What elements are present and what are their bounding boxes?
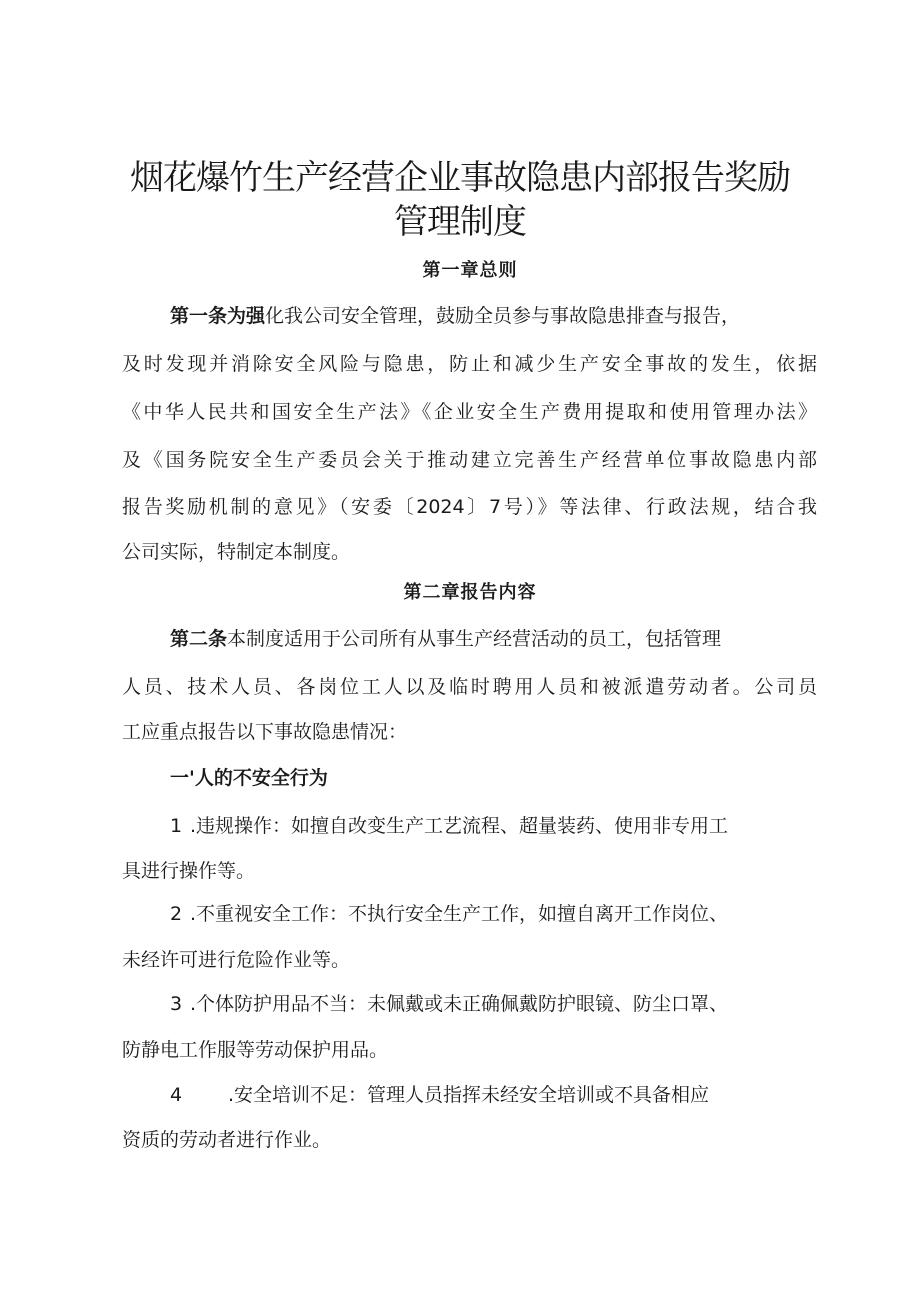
list-item-1 xyxy=(170,812,815,840)
chapter-2-heading: 第二章报告内容 xyxy=(403,582,537,603)
item-number: 1 xyxy=(170,815,183,837)
article-2-first-line xyxy=(170,625,721,653)
section-heading: 一'人的不安全行为 xyxy=(170,767,328,789)
list-item-continuation: 防静电工作服等劳动保护用品。 xyxy=(122,1039,389,1061)
list-item-continuation: 资质的劳动者进行作业。 xyxy=(122,1129,332,1151)
document-title-line-1: 烟花爆竹生产经营企业事故隐患内部报告奖励 xyxy=(130,158,790,198)
article-1-line: 及《国务院安全生产委员会关于推动建立完善生产经营单位事故隐患内部 xyxy=(122,449,817,471)
article-2-line: 工应重点报告以下事故隐患情况： xyxy=(122,721,408,743)
list-item-continuation: 未经许可进行危险作业等。 xyxy=(122,949,351,971)
list-item-4 xyxy=(170,1081,815,1109)
list-item-3 xyxy=(170,990,815,1018)
article-2-line: 人员、技术人员、各岗位工人以及临时聘用人员和被派遣劳动者。公司员 xyxy=(122,676,817,698)
list-item-continuation: 具进行操作等。 xyxy=(122,860,256,882)
article-1-first-line xyxy=(170,302,740,330)
chapter-1-heading: 第一章总则 xyxy=(422,260,518,281)
item-number: 2 xyxy=(170,903,183,925)
article-1-line: 及时发现并消除安全风险与隐患，防止和减少生产安全事故的发生，依据 xyxy=(122,353,817,375)
item-number: 3 xyxy=(170,993,183,1015)
article-2-line: 本制度适用于公司所有从事生产经营活动的员工，包括管理 xyxy=(227,628,722,650)
article-1-line: 报告奖励机制的意见》（安委〔2024〕7号）》等法律、行政法规，结合我 xyxy=(122,496,817,518)
item-text: .安全培训不足：管理人员指挥未经安全培训或不具备相应 xyxy=(228,1084,710,1106)
item-text: .个体防护用品不当：未佩戴或未正确佩戴防护眼镜、防尘口罩、 xyxy=(190,993,729,1015)
item-text: .违规操作：如擅自改变生产工艺流程、超量装药、使用非专用工 xyxy=(190,815,729,837)
article-1-line: 化我公司安全管理，鼓励全员参与事故隐患排查与报告， xyxy=(265,305,741,327)
article-1-line: 公司实际，特制定本制度。 xyxy=(122,541,351,563)
item-text: .不重视安全工作：不执行安全生产工作，如擅自离开工作岗位、 xyxy=(190,903,729,925)
article-2-label: 第二条 xyxy=(170,628,228,650)
article-1-label: 第一条为强 xyxy=(170,305,266,327)
item-number: 4 xyxy=(170,1084,183,1106)
article-1-line: 《中华人民共和国安全生产法》《企业安全生产费用提取和使用管理办法》 xyxy=(122,401,817,423)
document-title-line-2: 管理制度 xyxy=(394,202,526,242)
list-item-2 xyxy=(170,900,815,928)
